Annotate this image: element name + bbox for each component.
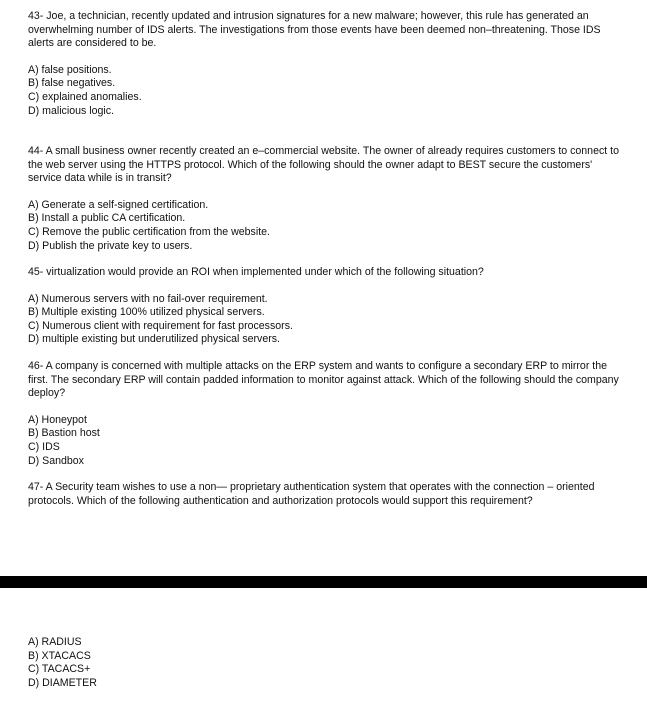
question-text: 45- virtualization would provide an ROI when implemented under which of the following situation?	[28, 266, 484, 278]
option-b: B) XTACACS	[28, 649, 91, 662]
option-b: B) Multiple existing 100% utilized physical servers.	[28, 306, 265, 319]
option-c: C) Numerous client with requirement for fast processors.	[28, 319, 293, 332]
option-a: A) Generate a self-signed certification.	[28, 198, 209, 211]
option-b: B) Install a public CA certification.	[28, 212, 186, 225]
option-a: A) RADIUS	[28, 636, 82, 648]
question-text: 46- A company is concerned with multiple attacks on the ERP system and wants to configure a secondary ERP to mirror the first. The secondary ERP will contain padded information to monitor against attack. Which of the following should the company deploy?	[28, 360, 619, 400]
question-45	[28, 266, 623, 347]
option-c: C) explained anomalies.	[28, 90, 142, 103]
question-47	[28, 481, 623, 508]
option-c: C) Remove the public certification from the website.	[28, 225, 270, 238]
option-c: C) IDS	[28, 440, 60, 453]
option-d: D) DIAMETER	[28, 676, 97, 689]
question-text: 44- A small business owner recently created an e–commercial website. The owner of already requires customers to connect to the web server using the HTTPS protocol. Which of the following should the owner adapt to BEST secure the customers' service data while is in transit?	[28, 145, 619, 185]
option-list	[28, 199, 623, 253]
question-44	[28, 145, 623, 253]
page-break-bar	[0, 576, 647, 588]
option-b: B) false negatives.	[28, 77, 116, 90]
option-b: B) Bastion host	[28, 427, 100, 440]
option-d: D) Sandbox	[28, 454, 84, 467]
option-list	[28, 293, 623, 347]
option-a: A) Numerous servers with no fail-over requirement.	[28, 292, 268, 305]
option-d: D) multiple existing but underutilized physical servers.	[28, 333, 281, 346]
option-d: D) Publish the private key to users.	[28, 239, 193, 252]
option-list	[28, 636, 97, 690]
option-list	[28, 64, 623, 118]
question-text: 43- Joe, a technician, recently updated and intrusion signatures for a new malware; however, this rule has generated an overwhelming number of IDS alerts. The investigations from those events have been deemed non–threatening. Those IDS alerts are considered to be.	[28, 10, 601, 50]
question-43	[28, 10, 623, 118]
option-d: D) malicious logic.	[28, 104, 114, 117]
option-list	[28, 414, 623, 468]
option-c: C) TACACS+	[28, 663, 91, 676]
option-a: A) false positions.	[28, 63, 112, 76]
question-46	[28, 360, 623, 468]
question-text: 47- A Security team wishes to use a non— proprietary authentication system that operates with the connection – oriented protocols. Which of the following authentication and authorization protocols would support this requirement?	[28, 481, 595, 507]
option-a: A) Honeypot	[28, 413, 87, 426]
